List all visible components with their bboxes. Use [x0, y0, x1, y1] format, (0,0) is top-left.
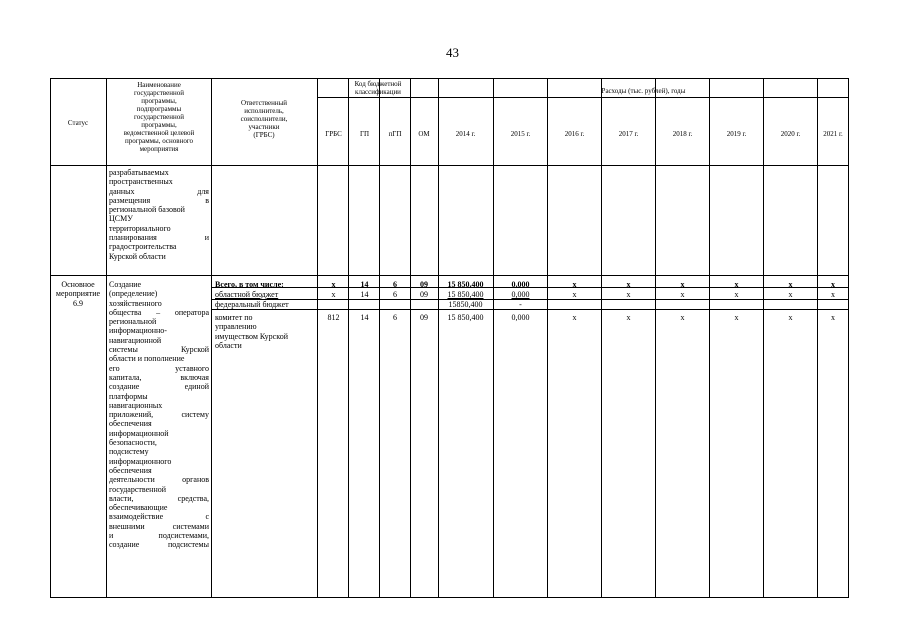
header-year-6: 2020 г.: [780, 130, 801, 138]
row-3-value-1: 0,000: [511, 313, 530, 322]
grid-hline: [50, 597, 849, 598]
row-3-value-0: 15 850,400: [447, 313, 484, 322]
grid-vline: [50, 78, 51, 597]
row-total-label: Всего, в том числе:: [215, 280, 284, 289]
header-year-1: 2015 г.: [510, 130, 531, 138]
header-year-2: 2016 г.: [564, 130, 585, 138]
row-3-value-7: x: [831, 313, 835, 322]
row-committee-grbs: 812: [327, 313, 340, 322]
row-total-om: 09: [420, 280, 428, 289]
grid-hline: [50, 78, 849, 79]
event-status: Основное мероприятие 6.9: [55, 280, 101, 308]
row-regional-pgp: 6: [393, 290, 397, 299]
row-1-value-7: x: [831, 290, 835, 299]
header-responsible: Ответственный исполнитель, соисполнители, участники (ГРБС): [240, 99, 288, 139]
row-committee-om: 09: [420, 313, 428, 322]
grid-vline: [848, 78, 849, 597]
grid-vline: [547, 78, 548, 597]
row-regional-grbs: x: [331, 290, 336, 299]
header-budget-code: Код бюджетной классификации: [354, 80, 402, 96]
grid-vline: [317, 78, 318, 597]
header-gp: ГП: [359, 130, 370, 138]
row-total-gp: 14: [360, 280, 369, 289]
row-federal-label: федеральный бюджет: [215, 300, 289, 309]
row-2-value-0: 15850,400: [448, 300, 483, 309]
page-number: 43: [446, 45, 459, 60]
row-3-value-4: x: [680, 313, 685, 322]
grid-vline: [348, 78, 349, 597]
row-3-value-6: x: [788, 313, 793, 322]
grid-vline: [106, 78, 107, 597]
row-1-value-2: x: [572, 290, 577, 299]
row-committee-pgp: 6: [393, 313, 397, 322]
row-3-value-5: x: [734, 313, 739, 322]
row-1-value-6: x: [788, 290, 793, 299]
row-total-pgp: 6: [393, 280, 397, 289]
row-0-value-2: x: [572, 280, 577, 289]
grid-vline: [493, 78, 494, 597]
row-committee-gp: 14: [360, 313, 369, 322]
grid-hline: [50, 275, 849, 276]
header-year-3: 2017 г.: [618, 130, 639, 138]
grid-vline: [709, 78, 710, 597]
row-1-value-5: x: [734, 290, 739, 299]
continued-description: разрабатываемых пространственных данных для размещения в региональной базовой ЦСМУ территориального планирования и градостроительства Курской области: [109, 168, 209, 261]
grid-vline: [379, 78, 380, 597]
row-3-value-2: x: [572, 313, 577, 322]
grid-vline: [817, 78, 818, 597]
row-0-value-0: 15 850,400: [447, 280, 484, 289]
grid-vline: [211, 78, 212, 597]
grid-vline: [601, 78, 602, 597]
header-om: ОМ: [418, 130, 430, 138]
header-year-7: 2021 г.: [823, 130, 843, 138]
row-0-value-4: x: [680, 280, 685, 289]
header-year-4: 2018 г.: [672, 130, 693, 138]
row-1-value-1: 0,000: [511, 290, 530, 299]
row-1-value-0: 15 850,400: [447, 290, 484, 299]
row-0-value-5: x: [734, 280, 739, 289]
header-expenses: Расходы (тыс. рублей), годы: [601, 87, 686, 95]
row-0-value-6: x: [788, 280, 793, 289]
row-0-value-7: x: [831, 280, 835, 289]
row-1-value-4: x: [680, 290, 685, 299]
row-regional-label: областной бюджет: [215, 290, 279, 299]
header-year-5: 2019 г.: [726, 130, 747, 138]
event-description: Создание (определение) хозяйственного общества – оператора региональной информационно- навигационной системы Курской области и пополнение его уставного капитала, включая создание единой платформы навигационных приложений, систему обеспечения информационной безопасности, подсистему информационного обеспечения деятельности органов государственной власти, средства, обеспечивающие взаимодействие с внешними системами и подсистемами, создание подсистемы: [109, 280, 209, 550]
grid-hline: [438, 97, 849, 98]
grid-hline: [50, 165, 849, 166]
row-regional-gp: 14: [360, 290, 369, 299]
row-0-value-1: 0,000: [511, 280, 530, 289]
row-0-value-3: x: [626, 280, 631, 289]
row-1-value-3: x: [626, 290, 631, 299]
grid-vline: [763, 78, 764, 597]
row-committee-label: комитет по управлению имуществом Курской области: [215, 313, 288, 350]
header-name: Наименование государственной программы, подпрограммы государственной программы, ведомственной целевой программы, основного мероприятия: [123, 81, 195, 153]
grid-vline: [410, 78, 411, 597]
row-regional-om: 09: [420, 290, 428, 299]
grid-hline: [317, 97, 439, 98]
header-pgp: пГП: [388, 130, 402, 138]
header-status: Статус: [67, 119, 89, 127]
header-year-0: 2014 г.: [455, 130, 476, 138]
grid-vline: [438, 78, 439, 597]
grid-vline: [655, 78, 656, 597]
row-3-value-3: x: [626, 313, 631, 322]
header-grbs: ГРБС: [325, 130, 342, 138]
row-total-grbs: x: [331, 280, 336, 289]
row-2-value-1: -: [519, 300, 522, 309]
